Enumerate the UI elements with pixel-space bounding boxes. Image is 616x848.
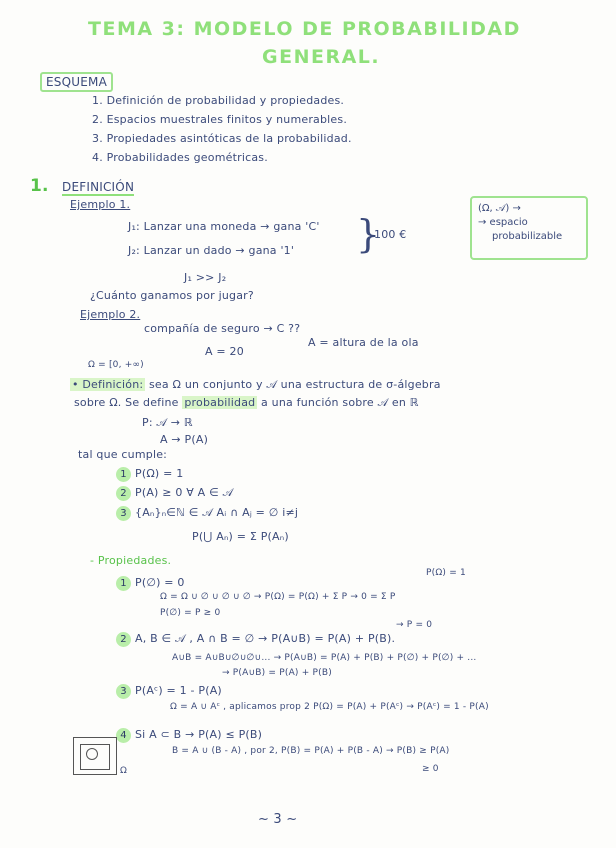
prop-2-proof: → P(A∪B) = P(A) + P(B) [222,668,332,678]
definition-line-1 [70,378,441,392]
axiom-2 [116,486,233,501]
brace: } [356,212,381,256]
prop-1-top-note: P(Ω) = 1 [426,568,466,578]
j-compare: J₁ >> J₂ [184,271,227,284]
prop-text: A, B ∈ 𝒜 , A ∩ B = ∅ → P(A∪B) = P(A) + P(B). [135,632,396,645]
compania-line: compañía de seguro → C ?? [144,322,301,335]
ejemplo-1-label: Ejemplo 1. [70,198,131,211]
j2-line: J₂: Lanzar un dado → gana '1' [128,244,295,257]
axiom-number: 1 [116,467,131,482]
axiom-number: 3 [116,506,131,521]
prop-3-proof: Ω = A ∪ Aᶜ , aplicamos prop 2 P(Ω) = P(A) + P(Aᶜ) → P(Aᶜ) = 1 - P(A) [170,702,489,712]
probabilidad-word: probabilidad [184,396,256,409]
prop-number: 1 [116,576,131,591]
prop-4-ge0: ≥ 0 [422,764,439,774]
esquema-item: 4. Probabilidades geométricas. [92,151,268,164]
prop-3 [116,684,222,699]
prop-1-proof: → P = 0 [396,620,433,630]
prop-2 [116,632,395,647]
definition-text: a una función sobre 𝒜 en ℝ [261,396,419,409]
prop-1-proof: P(∅) = P ≥ 0 [160,608,221,618]
side-note-line: probabilizable [492,231,563,242]
definition-label: • Definición: [72,378,144,391]
prop-text: P(Aᶜ) = 1 - P(A) [135,684,222,697]
omega-definition: Ω = [0, +∞) [88,360,144,370]
side-note-line: → espacio [478,217,528,228]
ejemplo-2-label: Ejemplo 2. [80,308,141,321]
prop-number: 4 [116,728,131,743]
prop-1 [116,576,185,591]
esquema-item: 3. Propiedades asintóticas de la probabilidad. [92,132,352,145]
prop-text: Si A ⊂ B → P(A) ≤ P(B) [135,728,263,741]
prop-2-proof: A∪B = A∪B∪∅∪∅∪... → P(A∪B) = P(A) + P(B) + P(∅) + P(∅) + ... [172,653,477,663]
esquema-label: ESQUEMA [40,72,113,92]
a-definition: A = altura de la ola [308,336,419,349]
question-line: ¿Cuánto ganamos por jugar? [90,289,254,302]
venn-sketch-icon [73,737,117,775]
omega-symbol: Ω [120,766,128,776]
map-line: A → P(A) [160,433,209,446]
definition-text: sobre Ω. Se define [74,396,179,409]
prop-1-proof: Ω = Ω ∪ ∅ ∪ ∅ ∪ ∅ → P(Ω) = P(Ω) + Σ P → 0 = Σ P [160,592,396,602]
axiom-3 [116,506,298,521]
page-number: ~ 3 ~ [258,812,298,827]
definition-text: sea Ω un conjunto y 𝒜 una estructura de σ-álgebra [149,378,441,391]
page-title-cont: GENERAL. [262,46,381,68]
tal-que-line: tal que cumple: [78,448,168,461]
axiom-3-formula: P(⋃ Aₙ) = Σ P(Aₙ) [192,530,289,543]
prop-number: 2 [116,632,131,647]
j1-line: J₁: Lanzar una moneda → gana 'C' [128,220,320,233]
page-title: TEMA 3: MODELO DE PROBABILIDAD [88,18,521,40]
esquema-item: 2. Espacios muestrales finitos y numerables. [92,113,348,126]
axiom-1 [116,467,183,482]
axiom-text: P(A) ≥ 0 ∀ A ∈ 𝒜 [135,486,234,499]
definition-line-2 [74,396,419,410]
propiedades-heading: - Propiedades. [90,554,172,567]
section-heading: DEFINICIÓN [62,180,135,194]
prop-4 [116,728,262,743]
map-line: P: 𝒜 → ℝ [142,416,193,429]
brace-value: 100 € [374,228,407,241]
axiom-text: P(Ω) = 1 [135,467,184,480]
side-note-box [470,196,588,260]
prop-4-proof: B = A ∪ (B - A) , por 2, P(B) = P(A) + P(B - A) → P(B) ≥ P(A) [172,746,450,756]
prop-number: 3 [116,684,131,699]
axiom-number: 2 [116,486,131,501]
esquema-item: 1. Definición de probabilidad y propiedades. [92,94,345,107]
a-equals: A = 20 [205,345,244,358]
side-note-line: (Ω, 𝒜) → [478,203,521,214]
axiom-text: {Aₙ}ₙ∈ℕ ∈ 𝒜 Aᵢ ∩ Aⱼ = ∅ i≠j [135,506,299,519]
prop-text: P(∅) = 0 [135,576,185,589]
section-number: 1. [30,176,49,196]
